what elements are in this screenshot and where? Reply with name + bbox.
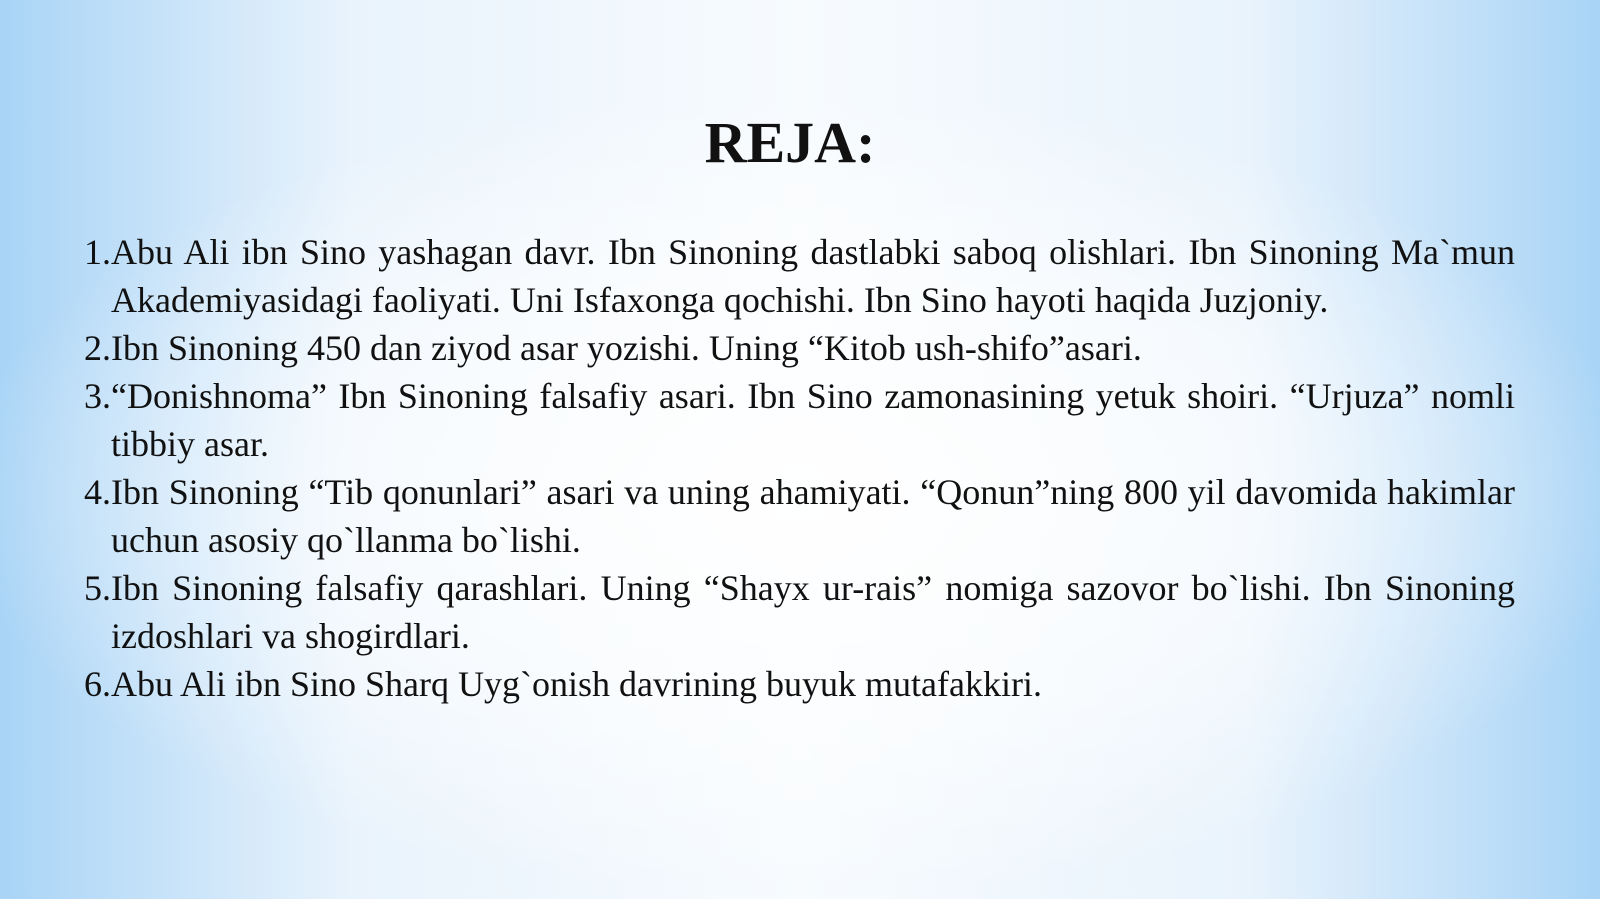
item-text: “Donishnoma” Ibn Sinoning falsafiy asari. Ibn Sino zamonasining yetuk shoiri. “Urjuza” nomli tibbiy asar. bbox=[111, 376, 1515, 464]
item-text: Ibn Sinoning 450 dan ziyod asar yozishi. Uning “Kitob ush-shifo”asari. bbox=[111, 328, 1142, 368]
list-item bbox=[58, 228, 1515, 324]
item-number: 2. bbox=[84, 328, 111, 368]
item-number: 3. bbox=[84, 376, 111, 416]
item-text: Ibn Sinoning “Tib qonunlari” asari va uning ahamiyati. “Qonun”ning 800 yil davomida hakimlar uchun asosiy qo`llanma bo`lishi. bbox=[111, 472, 1515, 560]
item-number: 5. bbox=[84, 568, 111, 608]
item-number: 6. bbox=[84, 664, 111, 704]
agenda-list bbox=[58, 228, 1515, 708]
slide-title: REJA: bbox=[704, 110, 876, 175]
item-number: 1. bbox=[84, 232, 111, 272]
item-text: Abu Ali ibn Sino Sharq Uyg`onish davrining buyuk mutafakkiri. bbox=[111, 664, 1042, 704]
list-item bbox=[58, 564, 1515, 660]
list-item bbox=[58, 324, 1515, 372]
list-item bbox=[58, 372, 1515, 468]
item-text: Abu Ali ibn Sino yashagan davr. Ibn Sinoning dastlabki saboq olishlari. Ibn Sinoning Ma`mun Akademiyasidagi faoliyati. Uni Isfaxonga qochishi. Ibn Sino hayoti haqida Juzjoniy. bbox=[111, 232, 1515, 320]
item-text: Ibn Sinoning falsafiy qarashlari. Uning “Shayx ur-rais” nomiga sazovor bo`lishi. Ibn Sinoning izdoshlari va shogirdlari. bbox=[111, 568, 1515, 656]
list-item bbox=[58, 468, 1515, 564]
list-item bbox=[58, 660, 1515, 708]
item-number: 4. bbox=[84, 472, 111, 512]
